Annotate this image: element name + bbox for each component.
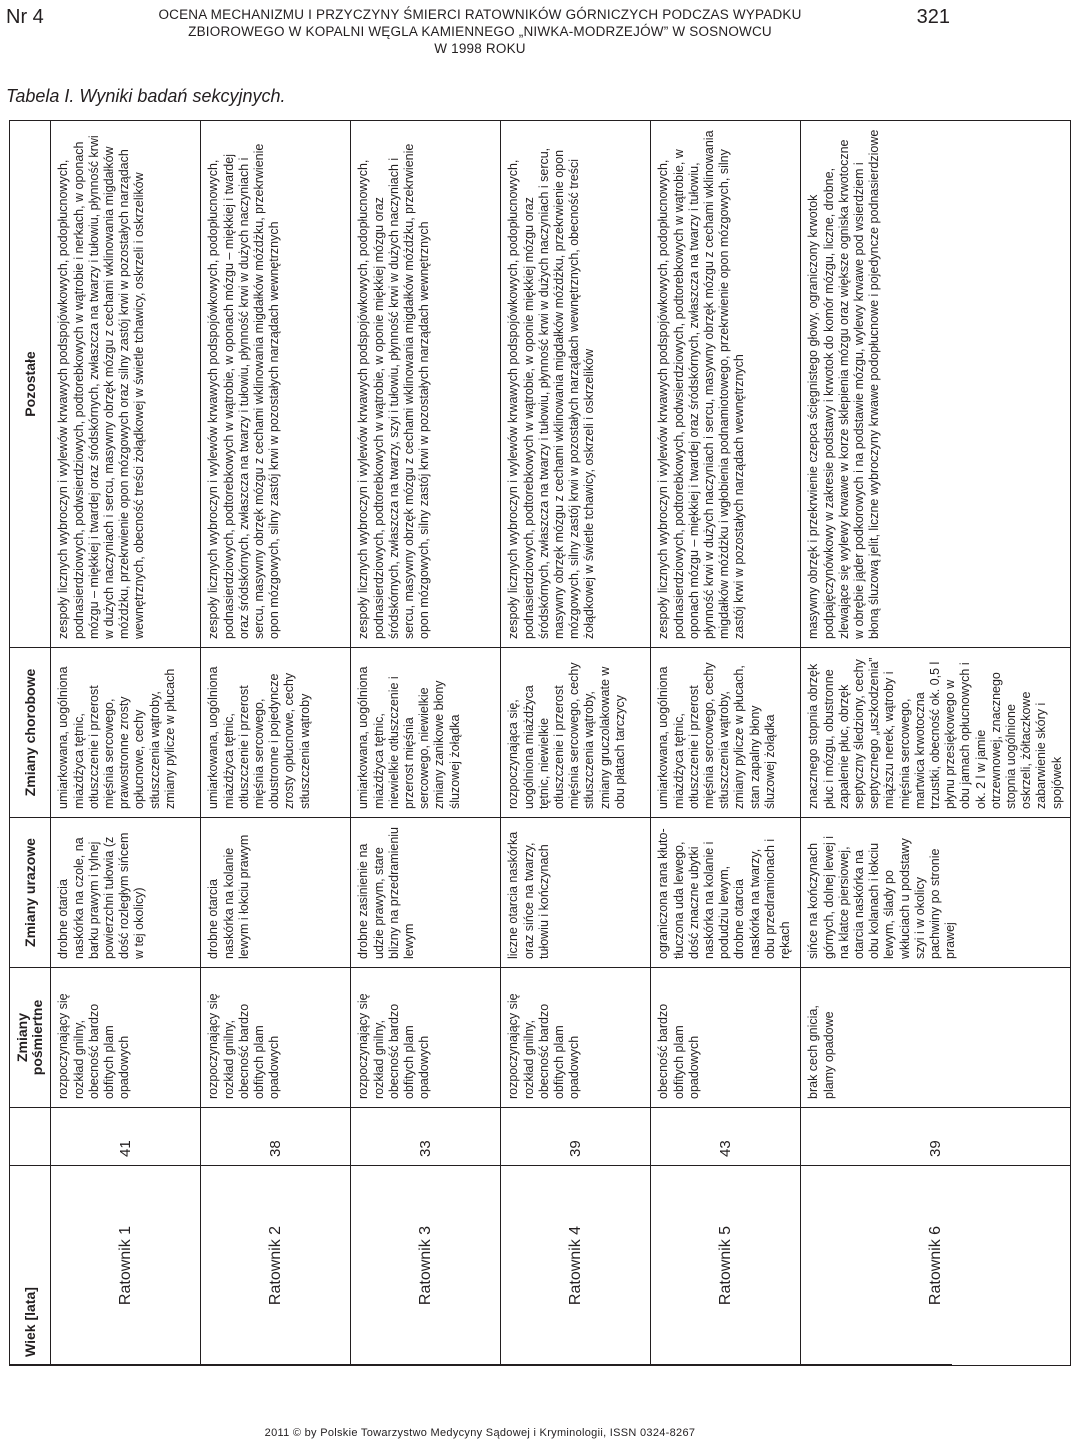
rescuer-row — [651, 121, 801, 1366]
rescuer-column-header: Ratownik 3 — [351, 1166, 501, 1366]
finding-cell: rozpoczynający się rozkład gnilny, obecność bardzo obfitych plam opadowych — [51, 968, 201, 1108]
running-header-line: W 1998 ROKU — [434, 41, 526, 56]
age-cell: 33 — [351, 1108, 501, 1166]
age-cell: 43 — [651, 1108, 801, 1166]
finding-cell: masywny obrzęk i przekrwienie czepca ścięgnistego głowy, ograniczony krwotok podpajęczynówkowy w zakresie podstawy i krwotok do komór mózgu, liczne, drobne, zlewające się wylewy krwawe w korze sklepienia mózgu oraz większe ogniska krwotoczne w obrębie jąder podkorowych i na podstawie mózgu, wylewy krwawe pod wsierdziem i błoną śluzową jelit, liczne wybroczyny krwawe podopłucnowe i pojedyncze podnasierdziowe — [801, 121, 1070, 648]
age-cell: 39 — [501, 1108, 651, 1166]
finding-cell: drobne otarcia naskórka na kolanie lewym i łokciu prawym — [201, 818, 351, 968]
finding-cell: zespoły licznych wybroczyn i wylewów krwawych podspojówkowych, podopłucnowych, podnasierdziowych, podtorebkowych, podwsierdziowych, podtorebkowych w wątrobie, w oponach mózgu – miękkiej i twardej oraz śródskórnych, zwłaszcza na twarzy i tułowiu, płynność krwi w dużych naczyniach i sercu, masywny obrzęk mózgu z cechami wklinowania migdałków móżdżku i wgłobienia podnamiotowego, przekrwienie opon mózgowych, silny zastój krwi w pozostałych narządach wewnętrznych — [651, 121, 801, 648]
finding-cell: drobne zasinienie na udzie prawym, stare blizny na przedramieniu lewym — [351, 818, 501, 968]
rescuer-column-header: Ratownik 4 — [501, 1166, 651, 1366]
running-header-line: OCENA MECHANIZMU I PRZYCZYNY ŚMIERCI RATOWNIKÓW GÓRNICZYCH PODCZAS WYPADKU — [158, 7, 802, 22]
age-header-spacer — [10, 1108, 51, 1166]
finding-cell: obecność bardzo obfitych plam opadowych — [651, 968, 801, 1108]
finding-cell: zespoły licznych wybroczyn i wylewów krwawych podspojówkowych, podopłucnowych, podnasierdziowych, podtorebkowych w wątrobie, w oponie miękkiej mózgu oraz śródskórnych, zwłaszcza na twarzy i tułowiu, płynność krwi w dużych naczyniach i sercu, masywny obrzęk mózgu z cechami wklinowania migdałków móżdżku, przekrwienie opon mózgowych, silny zastój krwi w pozostałych narządach wewnętrznych, obecność treści żołądkowej w świetle tchawicy, oskrzeli i oskrzelików — [501, 121, 651, 648]
finding-cell: drobne otarcia naskórka na czole, na barku prawym i tylnej powierzchni tułowia (z dość rozległym sińcem w tej okolicy) — [51, 818, 201, 968]
finding-cell: sińce na kończynach górnych, dolnej lewej i na klatce piersiowej, otarcia naskórka na obu kolanach i łokciu lewym, ślady po wkłuciach u podstawy szyi i w okolicy pachwiny po stronie prawej — [801, 818, 1070, 968]
age-cell: 39 — [801, 1108, 1070, 1166]
finding-cell: umiarkowana, uogólniona miażdżyca tętnic, otłuszczenie i przerost mięśnia sercowego, obustronne i pojedyncze zrosty opłucnowe, cechy stłuszczenia wątroby — [201, 648, 351, 818]
rescuer-column-header: Ratownik 5 — [651, 1166, 801, 1366]
row-header-other: Pozostałe — [10, 121, 51, 648]
finding-cell: brak cech gnicia, plamy opadowe — [801, 968, 1070, 1108]
finding-cell: umiarkowana, uogólniona miażdżyca tętnic, niewielkie otłuszczenie i przerost mięśnia sercowego, niewielkie zmiany zanikowe błony śluzowej żołądka — [351, 648, 501, 818]
running-header — [135, 6, 825, 57]
autopsy-results-table — [9, 120, 1071, 1366]
row-header-disease: Zmiany chorobowe — [10, 648, 51, 818]
finding-cell: zespoły licznych wybroczyn i wylewów krwawych podspojówkowych, podopłucnowych, podnasierdziowych, podwsierdziowych, podtorebkowych w wątrobie i nerkach, w oponach mózgu – miękkiej i twardej oraz śródskórnych, zwłaszcza na twarzy i tułowiu, płynność krwi w dużych naczyniach i sercu, masywny obrzęk mózgu z cechami wklinowania migdałków móżdżku, przekrwienie opon mózgowych oraz silny zastój krwi w pozostałych narządach wewnętrznych, obecność treści żołądkowej w świetle tchawicy, oskrzeli i oskrzelików — [51, 121, 201, 648]
rescuer-row — [51, 121, 201, 1366]
table-left-rule — [9, 1364, 952, 1366]
finding-cell: rozpoczynający się rozkład gnilny, obecność bardzo obfitych plam opadowych — [501, 968, 651, 1108]
finding-cell: ograniczona rana kłuto-tłuczona uda lewego, dość znaczne ubytki naskórka na kolanie i podudziu lewym, drobne otarcia naskórka na twarzy, obu przedramionach i rękach — [651, 818, 801, 968]
rescuer-column-header: Ratownik 6 — [801, 1166, 1070, 1366]
rescuer-row — [801, 121, 1070, 1366]
finding-cell: liczne otarcia naskórka oraz sińce na twarzy, tułowiu i kończynach — [501, 818, 651, 968]
row-header-postmortem: Zmiany pośmiertne — [10, 968, 51, 1108]
finding-cell: zespoły licznych wybroczyn i wylewów krwawych podspojówkowych, podopłucnowych, podnasierdziowych, podtorebkowych w wątrobie, w oponie miękkiej mózgu oraz śródskórnych, zwłaszcza na twarzy, szyi i tułowiu, płynność krwi w dużych naczyniach i sercu, masywny obrzęk mózgu z cechami wklinowania migdałków móżdżku, przekrwienie opon mózgowych, silny zastój krwi w pozostałych narządach wewnętrznych — [351, 121, 501, 648]
row-header-age: Wiek [lata] — [10, 1166, 51, 1366]
row-header-injuries: Zmiany urazowe — [10, 818, 51, 968]
age-cell: 41 — [51, 1108, 201, 1166]
rescuer-row — [351, 121, 501, 1366]
table-caption: Tabela I. Wyniki badań sekcyjnych. — [6, 86, 286, 106]
finding-cell: rozpoczynający się rozkład gnilny, obecność bardzo obfitych plam opadowych — [201, 968, 351, 1108]
finding-cell: zespoły licznych wybroczyn i wylewów krwawych podspojówkowych, podopłucnowych, podnasierdziowych, podtorebkowych w wątrobie, w oponach mózgu – miękkiej i twardej oraz śródskórnych, zwłaszcza na twarzy i tułowiu, płynność krwi w dużych naczyniach i sercu, masywny obrzęk mózgu z cechami wklinowania migdałków móżdżku, przekrwienie opon mózgowych, silny zastój krwi w pozostałych narządach wewnętrznych — [201, 121, 351, 648]
finding-cell: umiarkowana, uogólniona miażdżyca tętnic, otłuszczenie i przerost mięśnia sercowego, cechy stłuszczenia wątroby, zmiany pylicze w płucach, stan zapalny błony śluzowej żołądka — [651, 648, 801, 818]
finding-cell: umiarkowana, uogólniona miażdżyca tętnic, otłuszczenie i przerost mięśnia sercowego, prawostronne zrosty opłucnowe, cechy stłuszczenia wątroby, zmiany pylicze w płucach — [51, 648, 201, 818]
rescuer-column-header: Ratownik 2 — [201, 1166, 351, 1366]
running-header-line: ZBIOROWEGO W KOPALNI WĘGLA KAMIENNEGO „NIWKA-MODRZEJÓW” W SOSNOWCU — [188, 24, 772, 39]
results-table-frame — [9, 121, 1064, 1366]
table-header-row — [10, 121, 51, 1366]
copyright-footer: 2011 © by Polskie Towarzystwo Medycyny Sądowej i Kryminologii, ISSN 0324-8267 — [264, 1427, 696, 1439]
finding-cell: rozpoczynający się rozkład gnilny, obecność bardzo obfitych plam opadowych — [351, 968, 501, 1108]
journal-issue: Nr 4 — [6, 6, 44, 28]
age-cell: 38 — [201, 1108, 351, 1166]
finding-cell: znacznego stopnia obrzęk płuc i mózgu, obustronne zapalenie płuc, obrzęk septyczny śledziony, cechy septycznego „uszkodzenia” miąższu nerek, wątroby i mięśnia sercowego, martwica krwotoczna trzustki, obecność ok. 0,5 l płynu przesiękowego w obu jamach opłucnowych i ok. 2 l w jamie otrzewnowej, znacznego stopnia uogólnione oskrzeli, żółtaczkowe zabarwienie skóry i spojówek — [801, 648, 1070, 818]
finding-cell: rozpoczynająca się, uogólniona miażdżyca tętnic, niewielkie otłuszczenie i przerost mięśnia sercowego, cechy stłuszczenia wątroby, zmiany gruczolakowate w obu płatach tarczycy — [501, 648, 651, 818]
rescuer-row — [501, 121, 651, 1366]
rescuer-column-header: Ratownik 1 — [51, 1166, 201, 1366]
page-number: 321 — [916, 6, 950, 28]
rescuer-row — [201, 121, 351, 1366]
